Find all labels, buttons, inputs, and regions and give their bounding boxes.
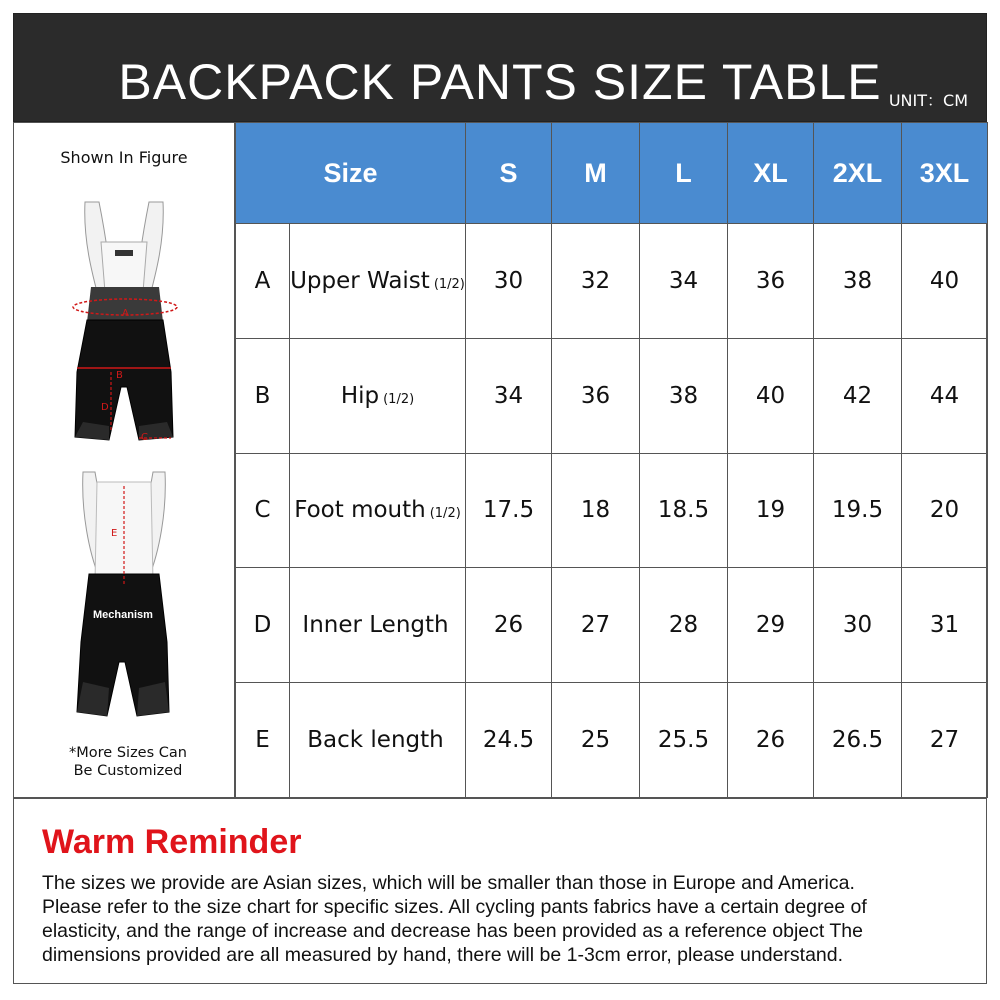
- table-cell: 38: [814, 224, 902, 339]
- table-cell: 18: [552, 453, 640, 568]
- table-cell: 28: [640, 568, 728, 683]
- table-cell: 40: [902, 224, 988, 339]
- table-row: [236, 338, 988, 453]
- half-note: (1/2): [429, 506, 461, 522]
- marker-b: B: [116, 370, 123, 381]
- measurement-name: [290, 338, 466, 453]
- table-cell: 32: [552, 224, 640, 339]
- table-row: [236, 683, 988, 798]
- reminder-line-1: The sizes we provide are Asian sizes, which will be smaller than those in Europe and America.: [42, 872, 855, 894]
- table-cell: 25.5: [640, 683, 728, 798]
- table-cell: 30: [466, 224, 552, 339]
- marker-a: A: [122, 308, 129, 319]
- measurement-label: Upper Waist: [290, 267, 430, 294]
- size-col-m: M: [552, 123, 640, 224]
- note-line-1: *More Sizes Can: [69, 745, 187, 761]
- page-title: BACKPACK PANTS SIZE TABLE: [118, 54, 882, 110]
- table-cell: 34: [640, 224, 728, 339]
- size-col-3xl: 3XL: [902, 123, 988, 224]
- row-key: D: [236, 568, 290, 683]
- warm-reminder-box: [13, 798, 987, 984]
- measurement-label: Back length: [307, 727, 444, 754]
- table-cell: 26: [466, 568, 552, 683]
- table-cell: 20: [902, 453, 988, 568]
- customization-note: [33, 744, 223, 780]
- table-cell: 25: [552, 683, 640, 798]
- table-row: [236, 453, 988, 568]
- table-cell: 17.5: [466, 453, 552, 568]
- size-col-xl: XL: [728, 123, 814, 224]
- table-cell: 36: [552, 338, 640, 453]
- table-cell: 26: [728, 683, 814, 798]
- reminder-line-3: elasticity, and the range of increase and decrease has been provided as a reference object The: [42, 920, 863, 942]
- table-cell: 30: [814, 568, 902, 683]
- measurement-label: Hip: [340, 382, 380, 409]
- table-cell: 40: [728, 338, 814, 453]
- marker-d: D: [101, 402, 109, 413]
- measurement-name: [290, 224, 466, 339]
- note-line-2: Be Customized: [73, 763, 183, 779]
- table-row: [236, 224, 988, 339]
- size-header-label: Size: [236, 123, 466, 224]
- size-col-2xl: 2XL: [814, 123, 902, 224]
- table-row: [236, 568, 988, 683]
- reminder-body: [42, 871, 972, 967]
- table-cell: 42: [814, 338, 902, 453]
- table-cell: 19.5: [814, 453, 902, 568]
- table-cell: 29: [728, 568, 814, 683]
- brand-logo-text: Mechanism: [93, 609, 153, 621]
- table-cell: 27: [552, 568, 640, 683]
- table-cell: 24.5: [466, 683, 552, 798]
- table-cell: 44: [902, 338, 988, 453]
- measurement-label: Inner Length: [302, 612, 449, 639]
- row-key: C: [236, 453, 290, 568]
- row-key: E: [236, 683, 290, 798]
- half-note: (1/2): [433, 276, 465, 292]
- front-view-bib-shorts-icon: [73, 202, 177, 443]
- table-cell: 26.5: [814, 683, 902, 798]
- reminder-line-2: Please refer to the size chart for specific sizes. All cycling pants fabrics have a certain degree of: [42, 896, 867, 918]
- reminder-line-4: dimensions provided are all measured by hand, there will be 1-3cm error, please understand.: [42, 944, 844, 966]
- row-key: B: [236, 338, 290, 453]
- title-banner: [13, 13, 987, 122]
- table-cell: 38: [640, 338, 728, 453]
- size-col-l: L: [640, 123, 728, 224]
- half-note: (1/2): [383, 391, 415, 407]
- size-table: [235, 122, 988, 798]
- marker-e: E: [111, 528, 118, 539]
- size-col-s: S: [466, 123, 552, 224]
- unit-label: UNIT：CM: [888, 91, 968, 110]
- figure-caption: Shown In Figure: [60, 148, 188, 167]
- table-cell: 36: [728, 224, 814, 339]
- measurement-name: [290, 683, 466, 798]
- reminder-title: Warm Reminder: [42, 823, 302, 861]
- measurement-name: [290, 453, 466, 568]
- table-cell: 31: [902, 568, 988, 683]
- measurement-name: [290, 568, 466, 683]
- back-view-bib-shorts-icon: [77, 472, 169, 716]
- table-cell: 27: [902, 683, 988, 798]
- figure-panel: [13, 122, 235, 798]
- table-cell: 19: [728, 453, 814, 568]
- table-cell: 18.5: [640, 453, 728, 568]
- row-key: A: [236, 224, 290, 339]
- table-cell: 34: [466, 338, 552, 453]
- table-header-row: [236, 123, 988, 224]
- bib-shorts-illustration: [13, 122, 235, 798]
- marker-c: C: [141, 432, 148, 443]
- measurement-label: Foot mouth: [294, 497, 426, 524]
